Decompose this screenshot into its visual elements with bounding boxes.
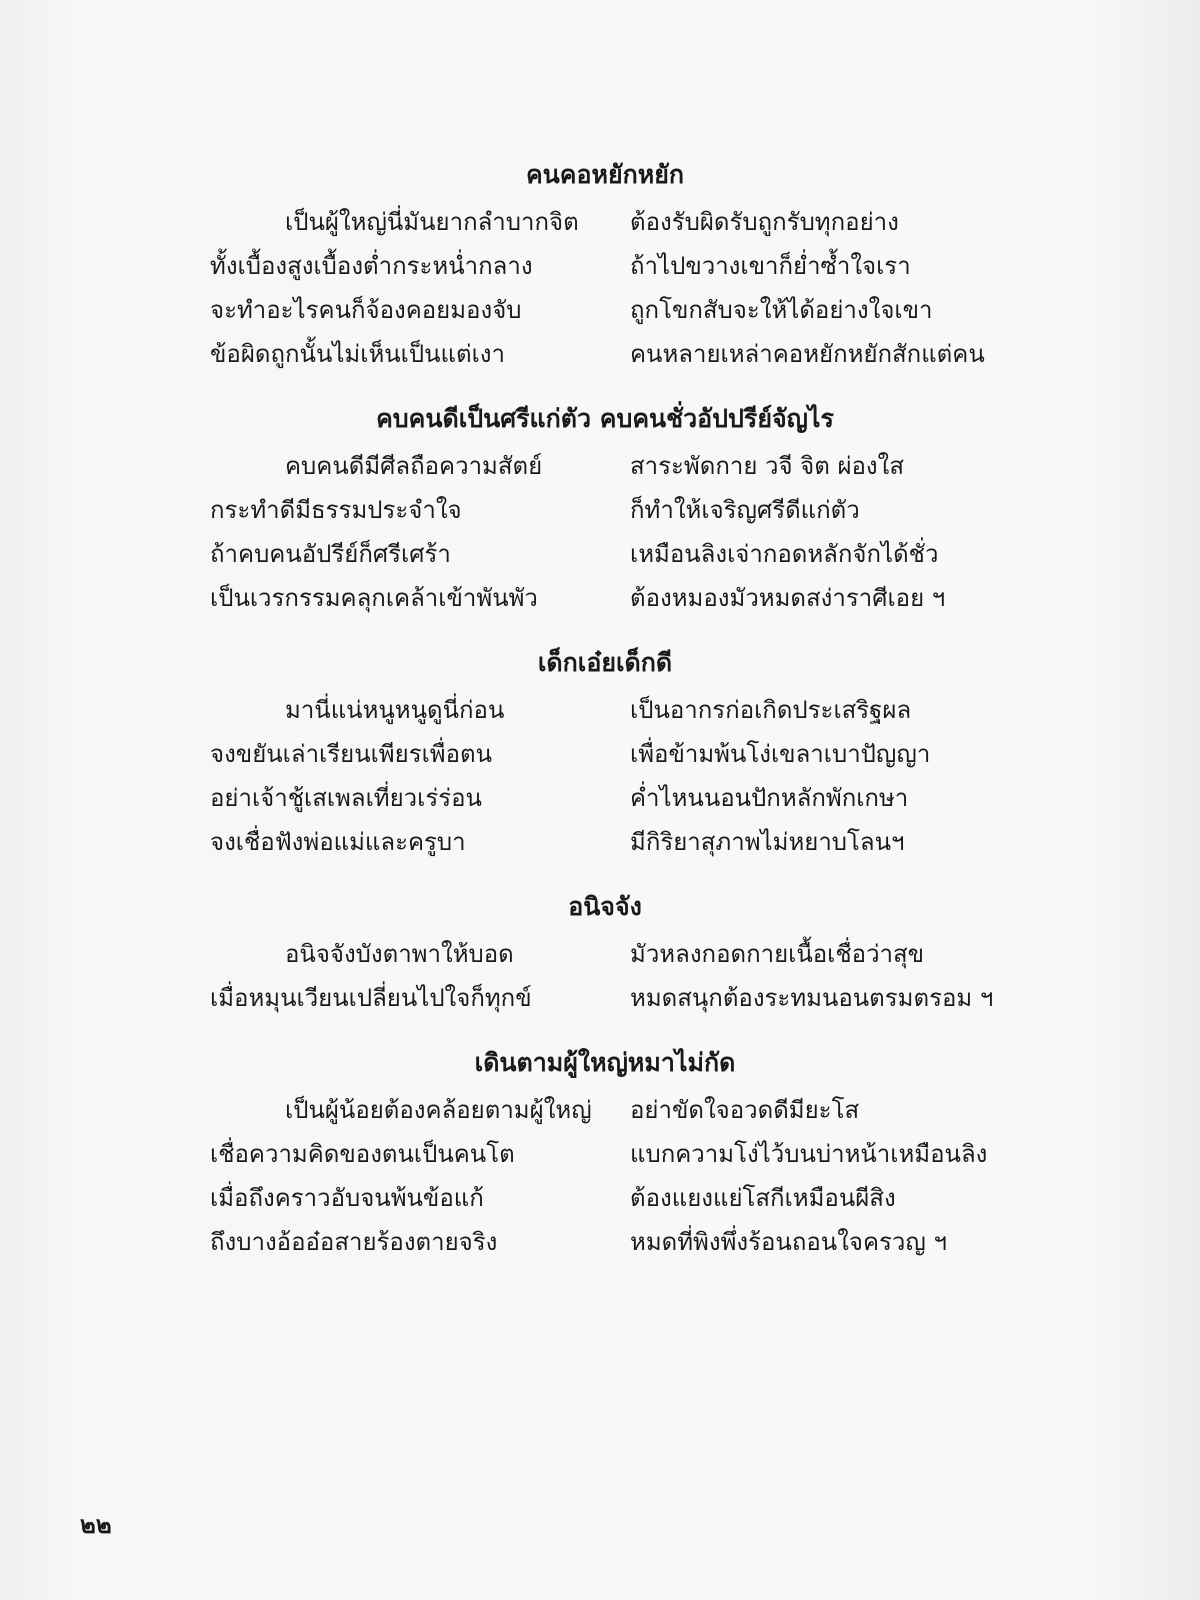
- verse-first-half: มานี่แน่หนูหนูดูนี่ก่อน: [285, 696, 505, 724]
- verse-second-half: เป็นอากรก่อเกิดประเสริฐผล: [630, 696, 912, 724]
- verse-second-half: ค่ำไหนนอนปักหลักพักเกษา: [630, 784, 909, 812]
- verse-line: [210, 244, 1000, 288]
- verse-line: [210, 1132, 1000, 1176]
- verse-second-half: มีกิริยาสุภาพไม่หยาบโลนฯ: [630, 828, 905, 856]
- verse-first-half: เชื่อความคิดของตนเป็นคนโต: [210, 1140, 515, 1168]
- verse-line: [210, 532, 1000, 576]
- verse-second-half: ถูกโขกสับจะให้ได้อย่างใจเขา: [630, 296, 933, 324]
- verse-line: [210, 932, 1000, 976]
- verse-first-half: ถ้าคบคนอัปรีย์ก็ศรีเศร้า: [210, 540, 451, 568]
- verse-line: [210, 688, 1000, 732]
- verse-first-half: จะทำอะไรคนก็จ้องคอยมองจับ: [210, 296, 522, 324]
- verse-line: [210, 1088, 1000, 1132]
- poem-title: คบคนดีเป็นศรีแก่ตัว คบคนชั่วอัปปรีย์จัญไร: [376, 404, 834, 433]
- poem-title: เดินตามผู้ใหญ่หมาไม่กัด: [474, 1048, 736, 1077]
- poem-block: [210, 638, 1000, 864]
- verse-second-half: แบกความโง่ไว้บนบ่าหน้าเหมือนลิง: [630, 1140, 988, 1168]
- verse-first-half: เป็นผู้ใหญ่นี่มันยากลำบากจิต: [285, 208, 579, 236]
- poem-block: [210, 394, 1000, 620]
- verse-second-half: อย่าขัดใจอวดดีมียะโส: [630, 1096, 860, 1124]
- verse-line: [210, 488, 1000, 532]
- verse-second-half: หมดสนุกต้องระทมนอนตรมตรอม ฯ: [630, 984, 994, 1012]
- poem-collection: [210, 150, 1000, 1282]
- verse-second-half: มัวหลงกอดกายเนื้อเชื่อว่าสุข: [630, 940, 925, 968]
- verse-first-half: อย่าเจ้าชู้เสเพลเที่ยวเร่ร่อน: [210, 784, 482, 812]
- verse-second-half: ต้องแยงแย่โสกีเหมือนผีสิง: [630, 1184, 896, 1212]
- verse-second-half: เหมือนลิงเจ่ากอดหลักจักได้ชั่ว: [630, 540, 939, 568]
- verse-first-half: ทั้งเบื้องสูงเบื้องต่ำกระหน่ำกลาง: [210, 252, 533, 280]
- verse-first-half: จงขยันเล่าเรียนเพียรเพื่อตน: [210, 740, 493, 768]
- verse-first-half: ข้อผิดถูกนั้นไม่เห็นเป็นแต่เงา: [210, 340, 505, 368]
- verse-second-half: ก็ทำให้เจริญศรีดีแก่ตัว: [630, 496, 860, 524]
- verse-second-half: ต้องหมองมัวหมดสง่าราศีเอย ฯ: [630, 584, 946, 612]
- verse-first-half: ถึงบางอ้ออ๋อสายร้องตายจริง: [210, 1228, 498, 1256]
- verse-line: [210, 976, 1000, 1020]
- verse-line: [210, 1176, 1000, 1220]
- verse-line: [210, 776, 1000, 820]
- verse-line: [210, 576, 1000, 620]
- verse-second-half: คนหลายเหล่าคอหยักหยักสักแต่คน: [630, 340, 985, 368]
- poem-block: [210, 150, 1000, 376]
- verse-line: [210, 444, 1000, 488]
- verse-second-half: เพื่อข้ามพ้นโง่เขลาเบาปัญญา: [630, 740, 931, 768]
- verse-first-half: เป็นผู้น้อยต้องคล้อยตามผู้ใหญ่: [285, 1096, 592, 1124]
- verse-first-half: อนิจจังบังตาพาให้บอด: [285, 940, 514, 968]
- poem-title: อนิจจัง: [568, 892, 642, 921]
- verse-second-half: สาระพัดกาย วจี จิต ผ่องใส: [630, 452, 905, 480]
- poem-block: [210, 882, 1000, 1020]
- verse-first-half: คบคนดีมีศีลถือความสัตย์: [285, 452, 543, 480]
- verse-line: [210, 332, 1000, 376]
- verse-line: [210, 200, 1000, 244]
- verse-line: [210, 1220, 1000, 1264]
- poem-title: คนคอหยักหยัก: [525, 160, 685, 189]
- verse-line: [210, 820, 1000, 864]
- verse-second-half: ต้องรับผิดรับถูกรับทุกอย่าง: [630, 208, 899, 236]
- poem-block: [210, 1038, 1000, 1264]
- verse-first-half: กระทำดีมีธรรมประจำใจ: [210, 496, 462, 524]
- verse-first-half: เมื่อถึงคราวอับจนพ้นข้อแก้: [210, 1184, 484, 1212]
- verse-first-half: จงเชื่อฟังพ่อแม่และครูบา: [210, 828, 466, 856]
- page-number: ๒๒: [80, 1510, 112, 1539]
- verse-line: [210, 288, 1000, 332]
- verse-second-half: ถ้าไปขวางเขาก็ย่ำซ้ำใจเรา: [630, 252, 911, 280]
- verse-second-half: หมดที่พิงพึ่งร้อนถอนใจครวญ ฯ: [630, 1228, 947, 1256]
- verse-line: [210, 732, 1000, 776]
- verse-first-half: เมื่อหมุนเวียนเปลี่ยนไปใจก็ทุกข์: [210, 984, 532, 1012]
- verse-first-half: เป็นเวรกรรมคลุกเคล้าเข้าพันพัว: [210, 584, 538, 612]
- poem-title: เด็กเอ๋ยเด็กดี: [537, 648, 673, 677]
